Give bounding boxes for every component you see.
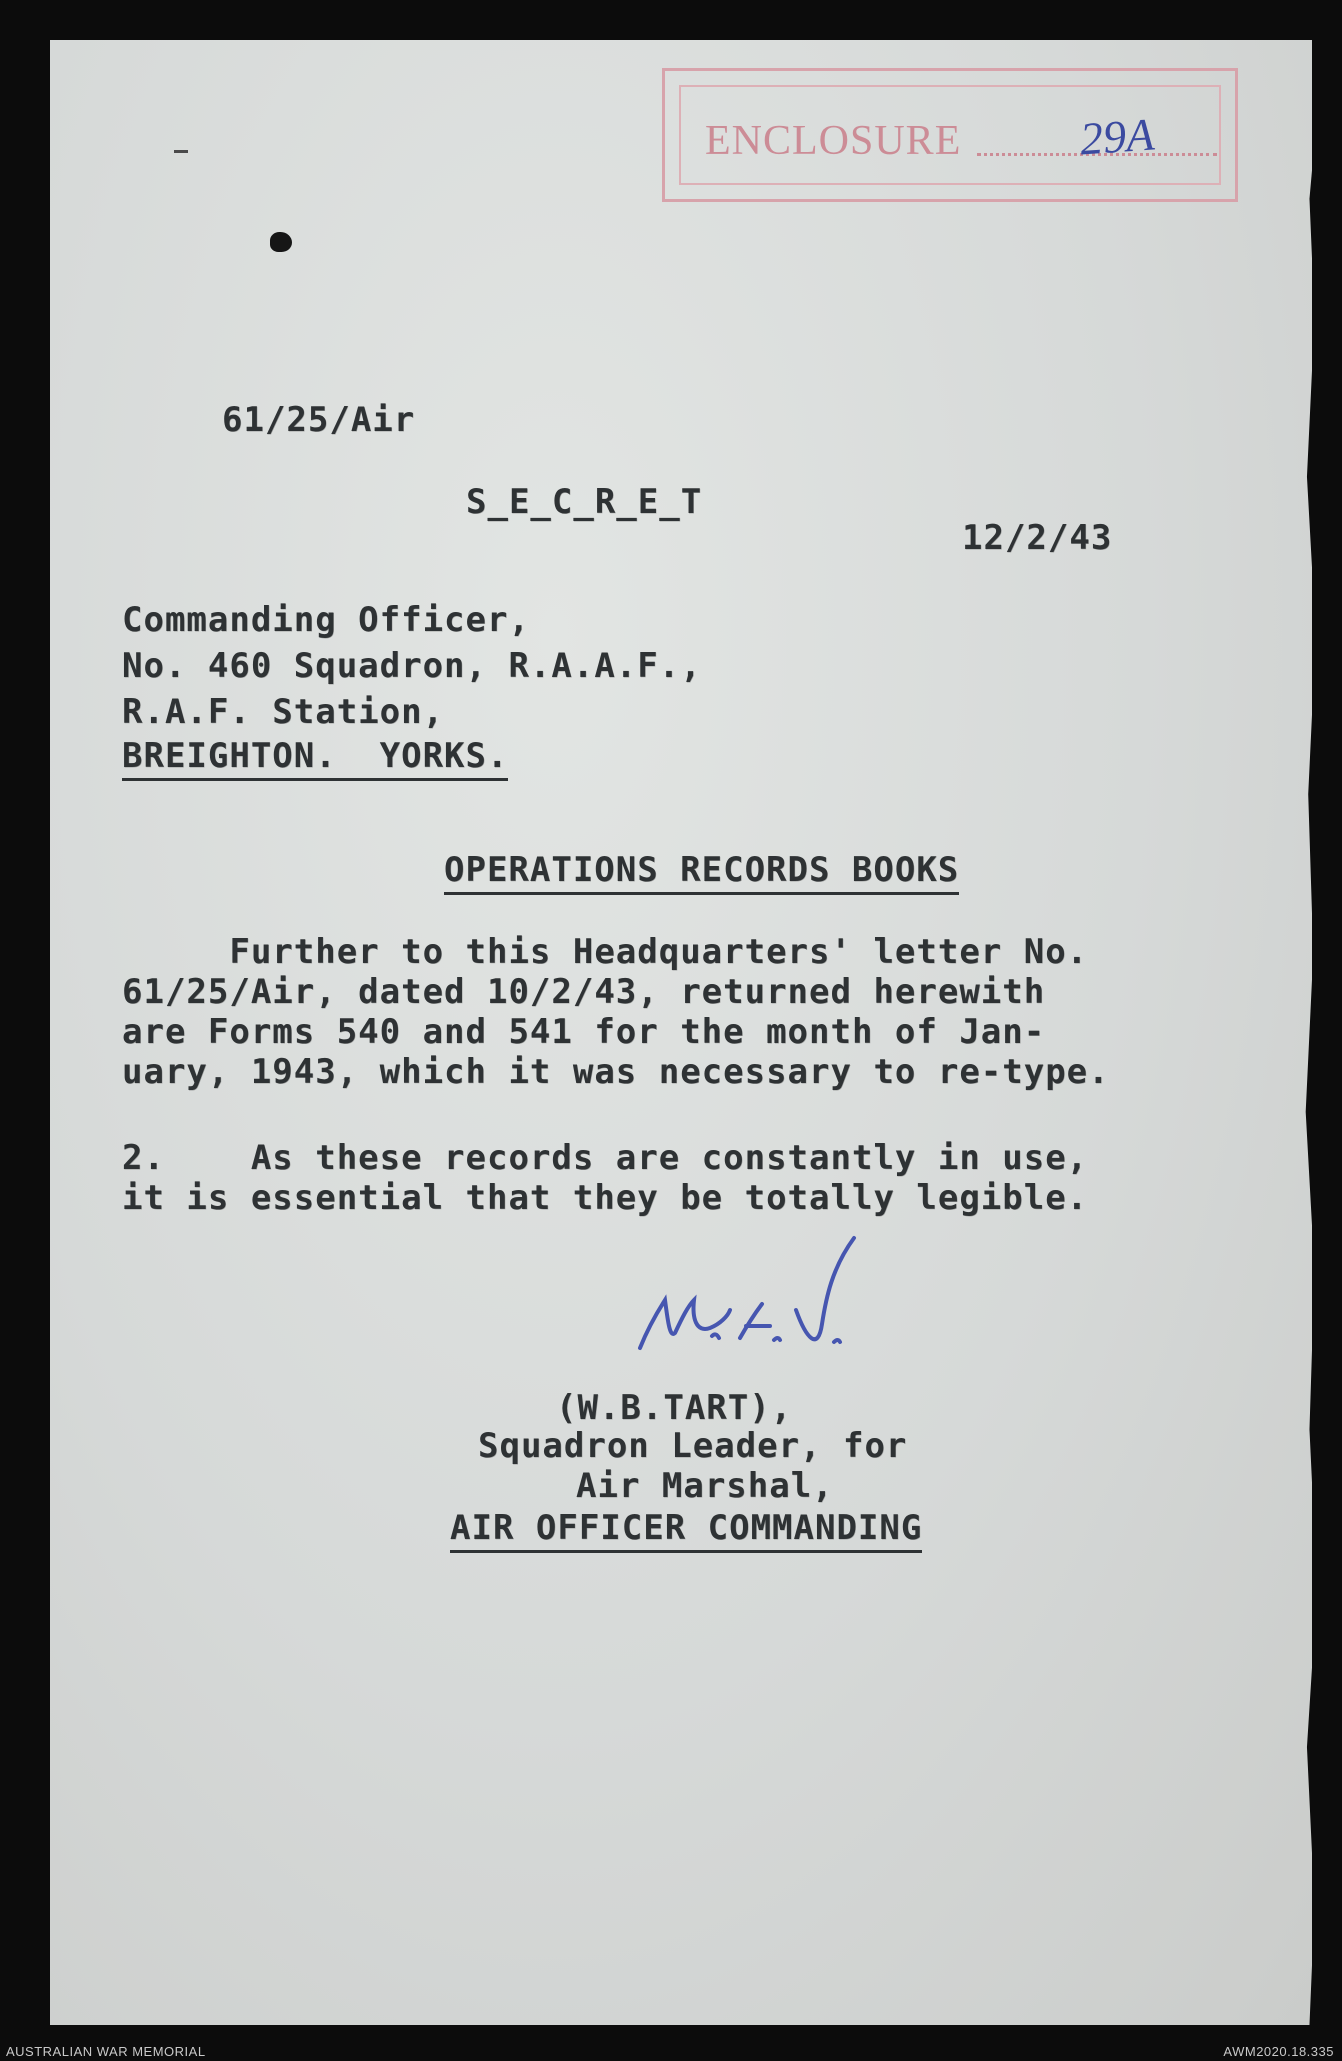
stamp-label: ENCLOSURE (705, 118, 962, 164)
footer-accession-number: AWM2020.18.335 (1223, 2044, 1334, 2059)
paragraph-line: Further to this Headquarters' letter No. (122, 932, 1089, 972)
paragraph-line: uary, 1943, which it was necessary to re-type. (122, 1052, 1110, 1092)
signatory-office: AIR OFFICER COMMANDING (450, 1508, 922, 1553)
subject-heading: OPERATIONS RECORDS BOOKS (444, 850, 959, 895)
stamp-number: 29A (1078, 108, 1156, 165)
letter-date: 12/2/43 (962, 518, 1113, 558)
footer-institution: AUSTRALIAN WAR MEMORIAL (6, 2044, 206, 2059)
signatory-name: (W.B.TART), (556, 1388, 793, 1428)
addressee-line: No. 460 Squadron, R.A.A.F., (122, 646, 702, 686)
paragraph-line: 2. As these records are constantly in use, (122, 1138, 1089, 1178)
addressee-line: R.A.F. Station, (122, 692, 445, 732)
file-reference: 61/25/Air (222, 400, 416, 440)
addressee-line: BREIGHTON. YORKS. (122, 736, 508, 781)
signatory-title: Squadron Leader, for (478, 1426, 908, 1466)
classification: S_E_C_R_E_T (466, 482, 703, 522)
ink-blot (270, 232, 292, 252)
signatory-for-rank: Air Marshal, (576, 1466, 834, 1506)
handwritten-signature (620, 1228, 860, 1368)
paragraph-line: it is essential that they be totally legible. (122, 1178, 1089, 1218)
paper-mark (174, 150, 188, 153)
addressee-line: Commanding Officer, (122, 600, 530, 640)
paragraph-line: 61/25/Air, dated 10/2/43, returned herewith (122, 972, 1046, 1012)
paragraph-line: are Forms 540 and 541 for the month of Jan- (122, 1012, 1046, 1052)
